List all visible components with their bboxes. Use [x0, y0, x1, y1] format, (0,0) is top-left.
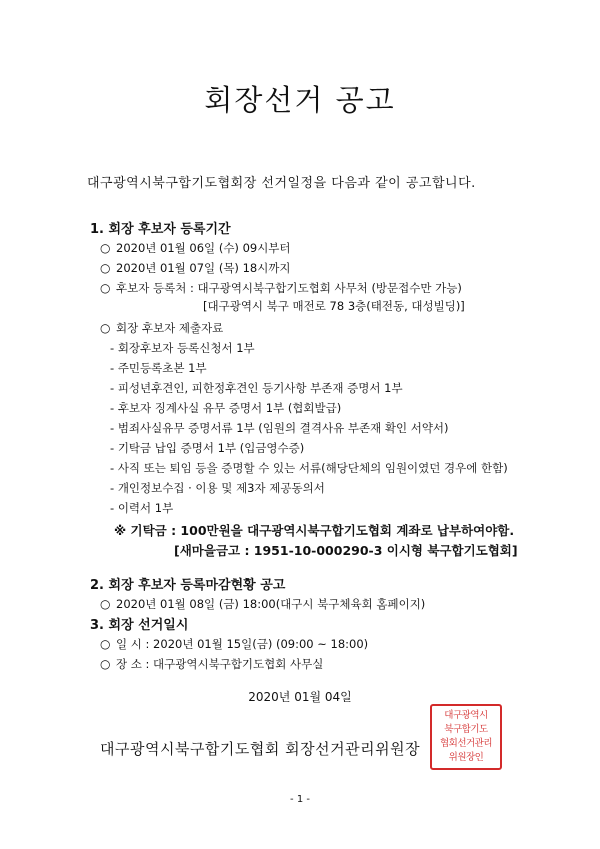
seal-text-line: 협회선거관리	[439, 738, 493, 749]
document-item: - 이력서 1부	[110, 500, 173, 516]
document-title: 회장선거 공고	[204, 83, 396, 117]
signature-line: 대구광역시북구합기도협회 회장선거관리위원장	[100, 740, 421, 758]
election-datetime: ○ 일 시 : 2020년 01월 15일(금) (09:00 ~ 18:00)	[100, 636, 368, 652]
document-item: - 회장후보자 등록신청서 1부	[110, 340, 255, 356]
documents-heading: ○ 회장 후보자 제출자료	[100, 320, 223, 336]
seal-text-line: 위원장인	[448, 752, 484, 763]
issue-date: 2020년 01월 04일	[248, 690, 352, 704]
registration-end: ○ 2020년 01월 07일 (목) 18시까지	[100, 260, 291, 276]
document-item: - 피성년후견인, 피한정후견인 등기사항 부존재 증명서 1부	[110, 380, 403, 396]
registration-place: ○ 후보자 등록처 : 대구광역시북구합기도협회 사무처 (방문접수만 가능)	[100, 280, 462, 296]
document-item: - 주민등록초본 1부	[110, 360, 207, 376]
page-number: - 1 -	[290, 794, 310, 805]
seal-text-line: 대구광역시	[444, 710, 488, 721]
official-seal	[430, 704, 502, 770]
document-item: - 사직 또는 퇴임 등을 증명할 수 있는 서류(해당단체의 임원이였던 경우에 한함)	[110, 460, 508, 476]
document-item: - 후보자 징계사실 유무 증명서 1부 (협회발급)	[110, 400, 341, 416]
registration-address: [대구광역시 북구 매전로 78 3층(태전동, 대성빌딩)]	[203, 299, 465, 313]
registration-start: ○ 2020년 01월 06일 (수) 09시부터	[100, 240, 291, 256]
bank-account-note: [새마을금고 : 1951-10-000290-3 이시형 북구합기도협회]	[174, 543, 518, 558]
election-place: ○ 장 소 : 대구광역시북구합기도협회 사무실	[100, 656, 323, 672]
document-item: - 기탁금 납입 증명서 1부 (입금영수증)	[110, 440, 304, 456]
announcement-date: ○ 2020년 01월 08일 (금) 18:00(대구시 북구체육회 홈페이지)	[100, 596, 425, 612]
document-item: - 개인정보수집 · 이용 및 제3자 제공동의서	[110, 480, 325, 496]
section-2-heading: 2. 회장 후보자 등록마감현황 공고	[90, 578, 286, 593]
section-3-heading: 3. 회장 선거일시	[90, 618, 189, 633]
seal-text-line: 북구합기도	[444, 724, 488, 735]
intro-text: 대구광역시북구합기도협회장 선거일정을 다음과 같이 공고합니다.	[87, 176, 476, 191]
document-item: - 범죄사실유무 증명서류 1부 (임원의 결격사유 부존재 확인 서약서)	[110, 420, 449, 436]
deposit-note: ※ 기탁금 : 100만원을 대구광역시북구합기도협회 계좌로 납부하여야함.	[114, 523, 515, 538]
section-1-heading: 1. 회장 후보자 등록기간	[90, 222, 231, 237]
